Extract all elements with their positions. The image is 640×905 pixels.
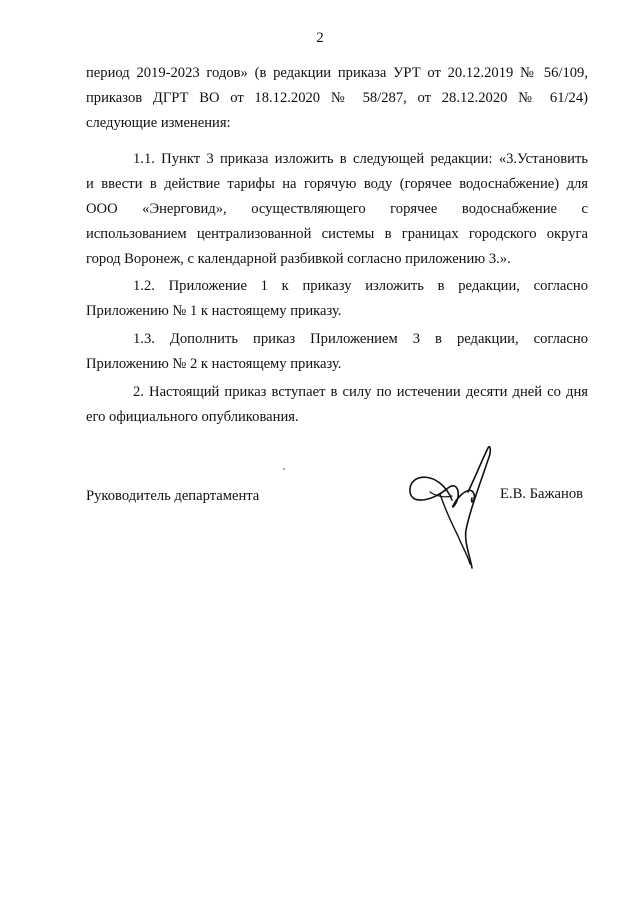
signatory-title: Руководитель департамента: [86, 488, 260, 504]
text-line: ООО «Энерговид», осуществляющего горячее водоснабжение с: [86, 201, 588, 217]
text-line: Приложению № 1 к настоящему приказу.: [86, 303, 342, 319]
scan-speck: [283, 468, 285, 470]
text-line: приказов ДГРТ ВО от 18.12.2020 № 58/287, от 28.12.2020 № 61/24): [86, 90, 588, 106]
text-line: 1.3. Дополнить приказ Приложением 3 в редакции, согласно: [133, 331, 588, 347]
text-line: и ввести в действие тарифы на горячую воду (горячее водоснабжение) для: [86, 176, 588, 192]
text-line: 1.1. Пункт 3 приказа изложить в следующей редакции: «3.Установить: [133, 151, 588, 167]
page-number: 2: [316, 30, 324, 46]
text-line: город Воронеж, с календарной разбивкой согласно приложению 3.».: [86, 251, 511, 267]
text-line: Приложению № 2 к настоящему приказу.: [86, 356, 342, 372]
text-line: 1.2. Приложение 1 к приказу изложить в редакции, согласно: [133, 278, 588, 294]
text-line: использованием централизованной системы в границах городского округа: [86, 226, 588, 242]
text-line: 2. Настоящий приказ вступает в силу по истечении десяти дней со дня: [133, 384, 588, 400]
text-line: его официального опубликования.: [86, 409, 299, 425]
text-line: следующие изменения:: [86, 115, 231, 131]
text-line: период 2019-2023 годов» (в редакции приказа УРТ от 20.12.2019 № 56/109,: [86, 65, 588, 81]
signatory-name: Е.В. Бажанов: [500, 486, 584, 502]
handwritten-signature: [400, 440, 510, 580]
